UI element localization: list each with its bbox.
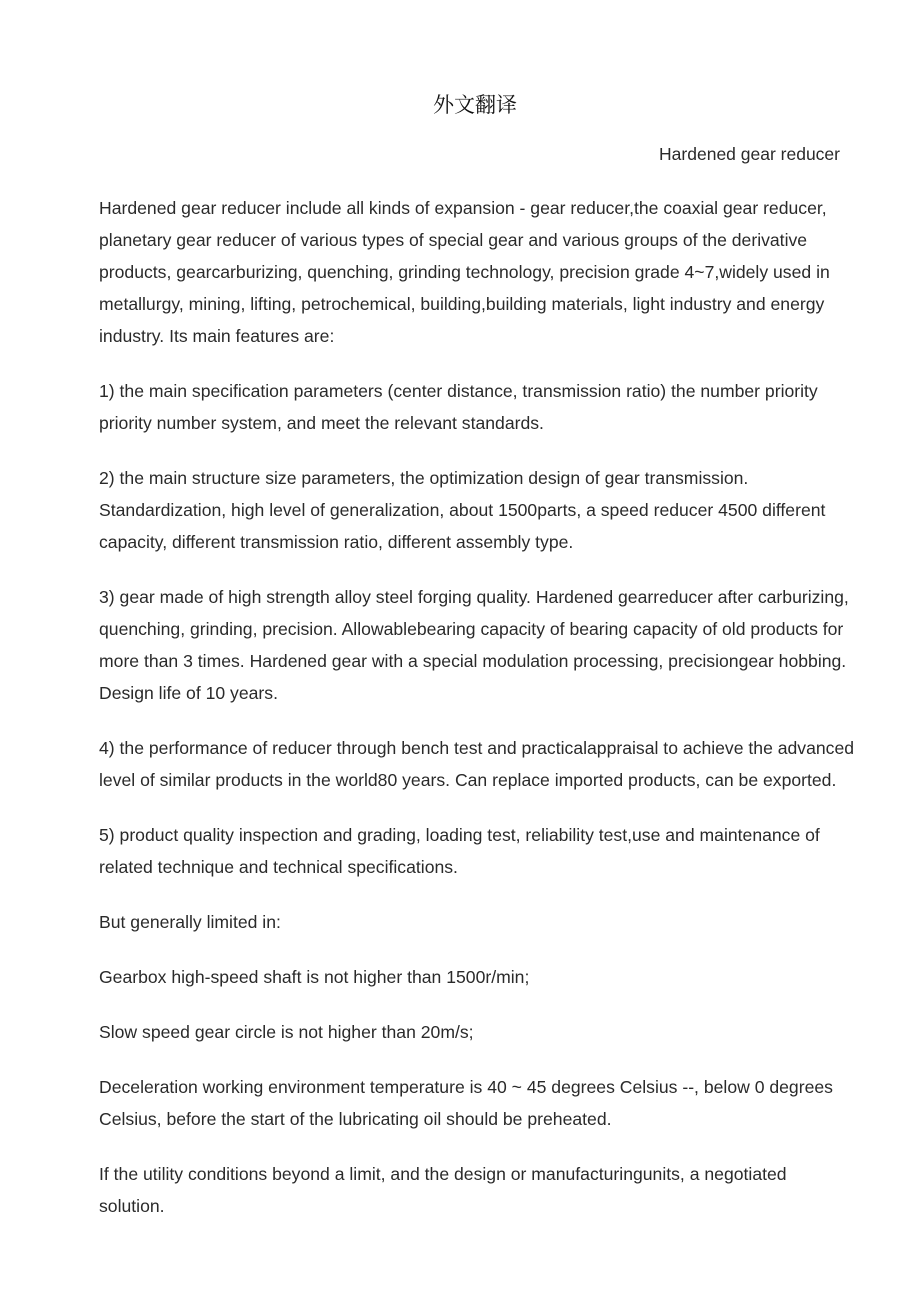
paragraph-intro: Hardened gear reducer include all kinds of expansion - gear reducer,the coaxial gear reducer, planetary gear reducer of various types of special gear and various groups of the derivative products, gearcarburizing, quenching, grinding technology, precision grade 4~7,widely used in metallurgy, mining, lifting, petrochemical, building,building materials, light industry and energy industry. Its main features are: xyxy=(99,198,830,346)
document-title: 外文翻译 xyxy=(433,93,517,117)
paragraph-feature-5: 5) product quality inspection and grading, loading test, reliability test,use and maintenance of related technique and technical specifications. xyxy=(99,825,820,877)
paragraph-limits-intro: But generally limited in: xyxy=(99,912,281,932)
paragraph-limit-conditions: If the utility conditions beyond a limit, and the design or manufacturingunits, a negotiated solution. xyxy=(99,1164,787,1216)
document-body xyxy=(99,192,855,1245)
document-subtitle: Hardened gear reducer xyxy=(659,144,840,164)
paragraph-limit-shaft: Gearbox high-speed shaft is not higher than 1500r/min; xyxy=(99,967,530,987)
paragraph-feature-1: 1) the main specification parameters (center distance, transmission ratio) the number priority priority number system, and meet the relevant standards. xyxy=(99,381,818,433)
paragraph-feature-2: 2) the main structure size parameters, the optimization design of gear transmission. Standardization, high level of generalization, about 1500parts, a speed reducer 4500 different capacity, different transmission ratio, different assembly type. xyxy=(99,468,826,552)
paragraph-feature-3: 3) gear made of high strength alloy steel forging quality. Hardened gearreducer after carburizing, quenching, grinding, precision. Allowablebearing capacity of bearing capacity of old products for more than 3 times. Hardened gear with a special modulation processing, precisiongear hobbing. Design life of 10 years. xyxy=(99,587,849,703)
paragraph-limit-gear: Slow speed gear circle is not higher than 20m/s; xyxy=(99,1022,474,1042)
paragraph-limit-temperature: Deceleration working environment temperature is 40 ~ 45 degrees Celsius --, below 0 degrees Celsius, before the start of the lubricating oil should be preheated. xyxy=(99,1077,833,1129)
paragraph-feature-4: 4) the performance of reducer through bench test and practicalappraisal to achieve the advanced level of similar products in the world80 years. Can replace imported products, can be exported. xyxy=(99,738,855,790)
